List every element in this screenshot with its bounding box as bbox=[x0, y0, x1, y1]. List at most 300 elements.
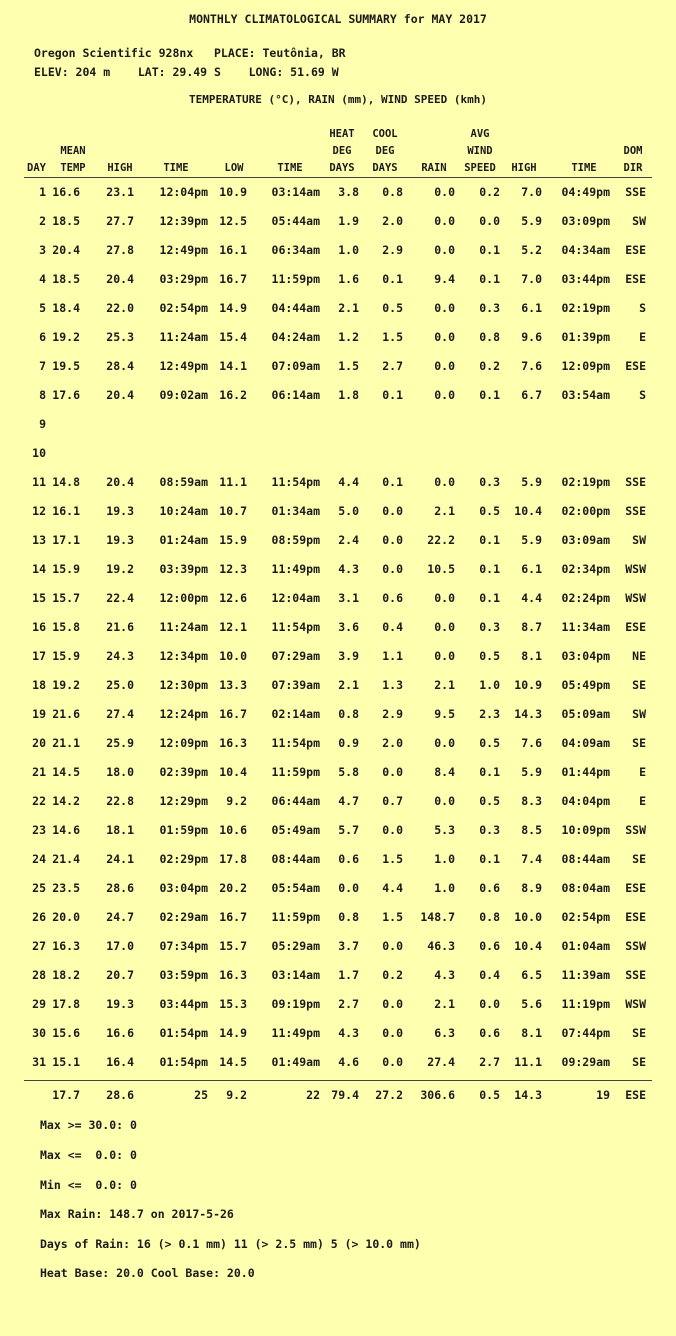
table-row bbox=[24, 236, 652, 265]
cell-high-time: 03:04pm bbox=[159, 881, 208, 895]
column-header-line: HIGH bbox=[511, 162, 537, 174]
cell-high-wind: 8.1 bbox=[521, 1026, 542, 1040]
cell-high-wind-time: 03:09pm bbox=[561, 214, 610, 228]
cell-mean-temp: 18.2 bbox=[52, 968, 80, 982]
cell-cool-deg-days: 0.0 bbox=[382, 562, 403, 576]
cell-dom-dir: S bbox=[639, 388, 646, 402]
cell-cool-deg-days: 0.0 bbox=[382, 1026, 403, 1040]
cell-high-wind: 5.9 bbox=[521, 765, 542, 779]
cell-high-wind-time: 02:19pm bbox=[561, 475, 610, 489]
cell-low-time: 11:49pm bbox=[271, 1026, 320, 1040]
cell-day: 13 bbox=[32, 533, 46, 547]
cell-heat-deg-days: 3.7 bbox=[338, 939, 359, 953]
cell-day: 10 bbox=[32, 446, 46, 460]
column-header-rain bbox=[414, 125, 454, 177]
footer-line: Min <= 0.0: 0 bbox=[40, 1178, 137, 1192]
cell-low-temp: 14.5 bbox=[219, 1055, 247, 1069]
cell-low-temp: 16.1 bbox=[219, 243, 247, 257]
cell-dom-dir: ESE bbox=[625, 359, 646, 373]
cell-dom-dir: E bbox=[639, 765, 646, 779]
cell-day: 30 bbox=[32, 1026, 46, 1040]
cell-dom-dir: ESE bbox=[625, 910, 646, 924]
table-row bbox=[24, 497, 652, 526]
cell-day: 18 bbox=[32, 678, 46, 692]
cell-rain: 0.0 bbox=[434, 591, 455, 605]
cell-day: 7 bbox=[39, 359, 46, 373]
cell-high-time: 12:30pm bbox=[159, 678, 208, 692]
cell-low-temp: 11.1 bbox=[219, 475, 247, 489]
cell-high-temp: 19.3 bbox=[106, 504, 134, 518]
cell-heat-deg-days: 0.9 bbox=[338, 736, 359, 750]
cell-heat-deg-days: 0.0 bbox=[338, 881, 359, 895]
cell-dom-dir: SSW bbox=[625, 823, 646, 837]
table-row bbox=[24, 874, 652, 903]
cell-dom-dir: SSE bbox=[625, 968, 646, 982]
cell-mean-temp: 20.4 bbox=[52, 243, 80, 257]
cell-mean-temp: 18.5 bbox=[52, 214, 80, 228]
cell-day: 9 bbox=[39, 417, 46, 431]
column-header-line: LOW bbox=[224, 162, 244, 174]
cell-dom-dir: SSE bbox=[625, 504, 646, 518]
cell-low-temp: 14.9 bbox=[219, 1026, 247, 1040]
cell-high-time: 11:24am bbox=[159, 330, 208, 344]
cell-rain: 148.7 bbox=[420, 910, 455, 924]
cell-dom-dir: SE bbox=[632, 678, 646, 692]
cell-high-wind-time: 05:49pm bbox=[561, 678, 610, 692]
cell-avg-wind-speed: 0.6 bbox=[479, 881, 500, 895]
cell-day: 28 bbox=[32, 968, 46, 982]
cell-heat-deg-days: 2.1 bbox=[338, 301, 359, 315]
cell-high-wind-time: 04:49pm bbox=[561, 185, 610, 199]
table-row bbox=[24, 990, 652, 1019]
cell-high-wind-time: 07:44pm bbox=[561, 1026, 610, 1040]
cell-rain: 0.0 bbox=[434, 185, 455, 199]
cell-high-temp: 19.3 bbox=[106, 997, 134, 1011]
column-header-line: SPEED bbox=[464, 162, 496, 174]
cell-mean-temp: 23.5 bbox=[52, 881, 80, 895]
cell-high-wind: 6.1 bbox=[521, 562, 542, 576]
cell-high-wind-time: 03:54am bbox=[561, 388, 610, 402]
cell-avg-wind-speed: 0.8 bbox=[479, 910, 500, 924]
cell-high-temp: 17.0 bbox=[106, 939, 134, 953]
cell-high-wind: 5.2 bbox=[521, 243, 542, 257]
cell-heat-deg-days: 5.7 bbox=[338, 823, 359, 837]
cell-cool-deg-days: 0.1 bbox=[382, 388, 403, 402]
cell-high-wind-time: 03:44pm bbox=[561, 272, 610, 286]
cell-high-time: 11:24am bbox=[159, 620, 208, 634]
table-row bbox=[24, 410, 652, 439]
cell-mean-temp: 17.6 bbox=[52, 388, 80, 402]
cell-day: 15 bbox=[32, 591, 46, 605]
cell-cool-deg-days: 4.4 bbox=[382, 881, 403, 895]
cell-heat-deg-days: 3.6 bbox=[338, 620, 359, 634]
cell-high-temp: 27.4 bbox=[106, 707, 134, 721]
column-header-line: TIME bbox=[163, 162, 189, 174]
table-row bbox=[24, 787, 652, 816]
cell-rain: 0.0 bbox=[434, 243, 455, 257]
column-header-high-wind bbox=[504, 125, 544, 177]
cell-day: 11 bbox=[32, 475, 46, 489]
cell-heat-deg-days: 3.9 bbox=[338, 649, 359, 663]
cell-low-time: 11:59pm bbox=[271, 910, 320, 924]
cell-rain: 2.1 bbox=[434, 678, 455, 692]
column-header-heat-deg-days bbox=[324, 125, 360, 177]
cell-heat-deg-days: 4.6 bbox=[338, 1055, 359, 1069]
cell-low-temp: 9.2 bbox=[226, 794, 247, 808]
cell-low-temp: 15.9 bbox=[219, 533, 247, 547]
cell-avg-wind-speed: 0.1 bbox=[479, 272, 500, 286]
column-header-line: HIGH bbox=[107, 162, 133, 174]
cell-mean-temp: 21.6 bbox=[52, 707, 80, 721]
cell-heat-deg-days: 1.7 bbox=[338, 968, 359, 982]
cell-cool-deg-days: 0.0 bbox=[382, 939, 403, 953]
cell-high-time: 01:54pm bbox=[159, 1055, 208, 1069]
units-line: TEMPERATURE (°C), RAIN (mm), WIND SPEED (kmh) bbox=[188, 93, 487, 106]
cell-cool-deg-days: 1.5 bbox=[382, 852, 403, 866]
cell-low-time: 01:34am bbox=[271, 504, 320, 518]
column-header-line: WIND bbox=[467, 145, 493, 157]
footer-line: Days of Rain: 16 (> 0.1 mm) 11 (> 2.5 mm) 5 (> 10.0 mm) bbox=[40, 1237, 421, 1251]
cell-mean-temp: 15.6 bbox=[52, 1026, 80, 1040]
cell-high-temp: 28.6 bbox=[106, 881, 134, 895]
column-header-line: AVG bbox=[470, 128, 490, 140]
cell-avg-wind-speed: 0.1 bbox=[479, 591, 500, 605]
cell-heat-deg-days: 0.8 bbox=[338, 910, 359, 924]
cell-avg-wind-speed: 0.1 bbox=[479, 765, 500, 779]
cell-high-time: 07:34pm bbox=[159, 939, 208, 953]
table-row bbox=[24, 845, 652, 874]
cell-low-time: 07:09am bbox=[271, 359, 320, 373]
column-header-line: RAIN bbox=[421, 162, 447, 174]
cell-high-time: 12:24pm bbox=[159, 707, 208, 721]
cell-heat-deg-days: 1.5 bbox=[338, 359, 359, 373]
table-row bbox=[24, 671, 652, 700]
table-row bbox=[24, 555, 652, 584]
column-header-line: DEG bbox=[332, 145, 352, 157]
cell-cool-deg-days: 0.0 bbox=[382, 997, 403, 1011]
cell-cool-deg-days: 0.1 bbox=[382, 475, 403, 489]
cell-heat-deg-days: 2.7 bbox=[338, 997, 359, 1011]
cell-cool-deg-days: 2.0 bbox=[382, 736, 403, 750]
cell-heat-deg-days: 79.4 bbox=[331, 1088, 359, 1102]
cell-cool-deg-days: 0.4 bbox=[382, 620, 403, 634]
cell-avg-wind-speed: 0.3 bbox=[479, 823, 500, 837]
cell-rain: 0.0 bbox=[434, 359, 455, 373]
cell-low-time: 05:54am bbox=[271, 881, 320, 895]
cell-cool-deg-days: 0.0 bbox=[382, 533, 403, 547]
cell-high-temp: 19.3 bbox=[106, 533, 134, 547]
cell-low-temp: 10.6 bbox=[219, 823, 247, 837]
cell-low-time: 08:44am bbox=[271, 852, 320, 866]
column-header-line: DAYS bbox=[329, 162, 355, 174]
cell-avg-wind-speed: 0.5 bbox=[479, 1088, 500, 1102]
cell-high-wind: 4.4 bbox=[521, 591, 542, 605]
cell-day: 27 bbox=[32, 939, 46, 953]
cell-rain: 0.0 bbox=[434, 301, 455, 315]
cell-low-temp: 10.9 bbox=[219, 185, 247, 199]
cell-low-time: 11:54pm bbox=[271, 736, 320, 750]
column-header-line: TEMP bbox=[60, 162, 86, 174]
table-row bbox=[24, 265, 652, 294]
cell-low-temp: 10.4 bbox=[219, 765, 247, 779]
cell-mean-temp: 15.9 bbox=[52, 649, 80, 663]
cell-mean-temp: 16.3 bbox=[52, 939, 80, 953]
cell-high-temp: 18.1 bbox=[106, 823, 134, 837]
cell-low-time: 11:59pm bbox=[271, 765, 320, 779]
table-row bbox=[24, 178, 652, 207]
cell-cool-deg-days: 0.0 bbox=[382, 765, 403, 779]
cell-heat-deg-days: 1.0 bbox=[338, 243, 359, 257]
cell-high-wind: 11.1 bbox=[514, 1055, 542, 1069]
cell-low-time: 06:34am bbox=[271, 243, 320, 257]
cell-rain: 0.0 bbox=[434, 794, 455, 808]
cell-cool-deg-days: 0.8 bbox=[382, 185, 403, 199]
cell-avg-wind-speed: 0.2 bbox=[479, 359, 500, 373]
cell-day: 24 bbox=[32, 852, 46, 866]
cell-high-temp: 25.9 bbox=[106, 736, 134, 750]
cell-mean-temp: 18.5 bbox=[52, 272, 80, 286]
cell-avg-wind-speed: 0.5 bbox=[479, 736, 500, 750]
cell-high-wind-time: 01:44pm bbox=[561, 765, 610, 779]
column-header-low-temp bbox=[219, 125, 249, 177]
cell-high-wind-time: 08:04am bbox=[561, 881, 610, 895]
cell-high-temp: 22.0 bbox=[106, 301, 134, 315]
column-header-line: COOL bbox=[372, 128, 398, 140]
cell-cool-deg-days: 1.5 bbox=[382, 910, 403, 924]
cell-avg-wind-speed: 0.0 bbox=[479, 214, 500, 228]
table-header bbox=[24, 125, 652, 178]
summary-table bbox=[24, 125, 652, 1110]
cell-low-time: 09:19pm bbox=[271, 997, 320, 1011]
cell-cool-deg-days: 1.5 bbox=[382, 330, 403, 344]
cell-day: 2 bbox=[39, 214, 46, 228]
cell-mean-temp: 17.7 bbox=[52, 1088, 80, 1102]
cell-high-time: 09:02am bbox=[159, 388, 208, 402]
cell-heat-deg-days: 2.1 bbox=[338, 678, 359, 692]
cell-avg-wind-speed: 2.7 bbox=[479, 1055, 500, 1069]
cell-high-wind: 6.7 bbox=[521, 388, 542, 402]
cell-cool-deg-days: 0.0 bbox=[382, 823, 403, 837]
cell-cool-deg-days: 2.0 bbox=[382, 214, 403, 228]
cell-mean-temp: 19.5 bbox=[52, 359, 80, 373]
table-row bbox=[24, 961, 652, 990]
column-header-line: HEAT bbox=[329, 128, 355, 140]
cell-avg-wind-speed: 0.1 bbox=[479, 243, 500, 257]
table-row bbox=[24, 932, 652, 961]
cell-high-time: 12:39pm bbox=[159, 214, 208, 228]
cell-rain: 5.3 bbox=[434, 823, 455, 837]
cell-low-time: 07:39am bbox=[271, 678, 320, 692]
cell-high-wind: 5.6 bbox=[521, 997, 542, 1011]
cell-low-time: 11:54pm bbox=[271, 620, 320, 634]
cell-high-wind: 6.1 bbox=[521, 301, 542, 315]
table-row bbox=[24, 1048, 652, 1077]
cell-cool-deg-days: 2.9 bbox=[382, 707, 403, 721]
cell-low-time: 03:14am bbox=[271, 968, 320, 982]
cell-dom-dir: ESE bbox=[625, 272, 646, 286]
cell-high-temp: 20.7 bbox=[106, 968, 134, 982]
cell-low-time: 06:14am bbox=[271, 388, 320, 402]
cell-high-wind-time: 04:34am bbox=[561, 243, 610, 257]
column-header-high-wind-time bbox=[560, 125, 608, 177]
report-title: MONTHLY CLIMATOLOGICAL SUMMARY for MAY 2017 bbox=[189, 12, 487, 26]
cell-high-wind-time: 02:19pm bbox=[561, 301, 610, 315]
cell-rain: 10.5 bbox=[427, 562, 455, 576]
cell-mean-temp: 17.1 bbox=[52, 533, 80, 547]
cell-high-temp: 25.3 bbox=[106, 330, 134, 344]
cell-low-temp: 16.2 bbox=[219, 388, 247, 402]
cell-high-wind: 10.4 bbox=[514, 504, 542, 518]
cell-high-time: 03:29pm bbox=[159, 272, 208, 286]
cell-low-temp: 16.7 bbox=[219, 707, 247, 721]
cell-high-temp: 24.7 bbox=[106, 910, 134, 924]
cell-rain: 1.0 bbox=[434, 881, 455, 895]
cell-high-temp: 20.4 bbox=[106, 475, 134, 489]
cell-avg-wind-speed: 0.5 bbox=[479, 794, 500, 808]
cell-day: 17 bbox=[32, 649, 46, 663]
column-header-line: DEG bbox=[375, 145, 395, 157]
cell-rain: 1.0 bbox=[434, 852, 455, 866]
cell-high-time: 02:29am bbox=[159, 910, 208, 924]
cell-low-temp: 15.3 bbox=[219, 997, 247, 1011]
column-header-high-time bbox=[154, 125, 198, 177]
cell-avg-wind-speed: 0.8 bbox=[479, 330, 500, 344]
cell-rain: 0.0 bbox=[434, 214, 455, 228]
cell-cool-deg-days: 0.1 bbox=[382, 272, 403, 286]
cell-dom-dir: SSW bbox=[625, 939, 646, 953]
cell-high-temp: 24.1 bbox=[106, 852, 134, 866]
cell-high-wind: 8.7 bbox=[521, 620, 542, 634]
cell-high-wind-time: 04:09am bbox=[561, 736, 610, 750]
cell-day: 20 bbox=[32, 736, 46, 750]
cell-high-wind: 10.0 bbox=[514, 910, 542, 924]
location-line: ELEV: 204 m LAT: 29.49 S LONG: 51.69 W bbox=[34, 65, 339, 79]
cell-low-time: 04:44am bbox=[271, 301, 320, 315]
cell-heat-deg-days: 1.2 bbox=[338, 330, 359, 344]
cell-high-time: 12:34pm bbox=[159, 649, 208, 663]
cell-high-wind-time: 04:04pm bbox=[561, 794, 610, 808]
cell-cool-deg-days: 1.1 bbox=[382, 649, 403, 663]
cell-dom-dir: SSE bbox=[625, 185, 646, 199]
cell-dom-dir: SE bbox=[632, 736, 646, 750]
cell-mean-temp: 14.6 bbox=[52, 823, 80, 837]
cell-high-time: 02:54pm bbox=[159, 301, 208, 315]
cell-high-time: 01:24am bbox=[159, 533, 208, 547]
cell-heat-deg-days: 3.1 bbox=[338, 591, 359, 605]
cell-mean-temp: 18.4 bbox=[52, 301, 80, 315]
cell-low-temp: 12.3 bbox=[219, 562, 247, 576]
cell-avg-wind-speed: 2.3 bbox=[479, 707, 500, 721]
cell-day: 6 bbox=[39, 330, 46, 344]
cell-avg-wind-speed: 0.0 bbox=[479, 997, 500, 1011]
cell-high-time: 03:59pm bbox=[159, 968, 208, 982]
cell-dom-dir: ESE bbox=[625, 620, 646, 634]
cell-low-time: 11:49pm bbox=[271, 562, 320, 576]
cell-high-wind-time: 12:09pm bbox=[561, 359, 610, 373]
cell-high-time: 01:54pm bbox=[159, 1026, 208, 1040]
table-row bbox=[24, 468, 652, 497]
cell-dom-dir: E bbox=[639, 794, 646, 808]
cell-rain: 8.4 bbox=[434, 765, 455, 779]
table-body bbox=[24, 178, 652, 1077]
cell-cool-deg-days: 0.6 bbox=[382, 591, 403, 605]
cell-dom-dir: WSW bbox=[625, 997, 646, 1011]
cell-low-time: 07:29am bbox=[271, 649, 320, 663]
cell-avg-wind-speed: 0.1 bbox=[479, 852, 500, 866]
cell-high-wind-time: 01:04am bbox=[561, 939, 610, 953]
cell-day: 25 bbox=[32, 881, 46, 895]
cell-dom-dir: S bbox=[639, 301, 646, 315]
cell-cool-deg-days: 0.0 bbox=[382, 504, 403, 518]
cell-mean-temp: 14.5 bbox=[52, 765, 80, 779]
cell-high-wind: 7.6 bbox=[521, 359, 542, 373]
table-row bbox=[24, 758, 652, 787]
table-row bbox=[24, 526, 652, 555]
cell-cool-deg-days: 2.9 bbox=[382, 243, 403, 257]
cell-rain: 4.3 bbox=[434, 968, 455, 982]
cell-low-temp: 16.7 bbox=[219, 272, 247, 286]
column-header-line: TIME bbox=[277, 162, 303, 174]
cell-low-time: 05:44am bbox=[271, 214, 320, 228]
cell-rain: 0.0 bbox=[434, 388, 455, 402]
cell-mean-temp: 15.9 bbox=[52, 562, 80, 576]
table-row bbox=[24, 352, 652, 381]
cell-heat-deg-days: 0.8 bbox=[338, 707, 359, 721]
cell-low-temp: 9.2 bbox=[226, 1088, 247, 1102]
cell-high-time: 12:49pm bbox=[159, 243, 208, 257]
footer-line: Heat Base: 20.0 Cool Base: 20.0 bbox=[40, 1266, 255, 1280]
cell-low-temp: 17.8 bbox=[219, 852, 247, 866]
cell-high-time: 12:09pm bbox=[159, 736, 208, 750]
cell-rain: 2.1 bbox=[434, 504, 455, 518]
cell-avg-wind-speed: 0.4 bbox=[479, 968, 500, 982]
cell-high-time: 12:49pm bbox=[159, 359, 208, 373]
cell-dom-dir: ESE bbox=[625, 881, 646, 895]
cell-heat-deg-days: 1.9 bbox=[338, 214, 359, 228]
cell-high-time: 03:44pm bbox=[159, 997, 208, 1011]
table-row bbox=[24, 700, 652, 729]
cell-low-temp: 14.9 bbox=[219, 301, 247, 315]
column-header-dom-dir bbox=[618, 125, 648, 177]
column-header-line: DAYS bbox=[372, 162, 398, 174]
cell-rain: 22.2 bbox=[427, 533, 455, 547]
cell-rain: 0.0 bbox=[434, 736, 455, 750]
column-header-line: DOM bbox=[623, 145, 643, 157]
cell-avg-wind-speed: 0.6 bbox=[479, 939, 500, 953]
cell-low-time: 08:59pm bbox=[271, 533, 320, 547]
cell-high-temp: 22.8 bbox=[106, 794, 134, 808]
cell-high-wind: 8.1 bbox=[521, 649, 542, 663]
cell-high-time: 01:59pm bbox=[159, 823, 208, 837]
cell-high-time: 10:24am bbox=[159, 504, 208, 518]
cell-mean-temp: 21.1 bbox=[52, 736, 80, 750]
cell-day: 23 bbox=[32, 823, 46, 837]
cell-rain: 0.0 bbox=[434, 475, 455, 489]
cell-cool-deg-days: 0.2 bbox=[382, 968, 403, 982]
cell-mean-temp: 17.8 bbox=[52, 997, 80, 1011]
cell-high-wind-time: 08:44am bbox=[561, 852, 610, 866]
cell-avg-wind-speed: 0.1 bbox=[479, 533, 500, 547]
cell-high-wind: 14.3 bbox=[514, 1088, 542, 1102]
cell-day: 8 bbox=[39, 388, 46, 402]
cell-high-wind-time: 09:29am bbox=[561, 1055, 610, 1069]
cell-low-time: 05:29am bbox=[271, 939, 320, 953]
cell-low-temp: 15.7 bbox=[219, 939, 247, 953]
cell-rain: 0.0 bbox=[434, 330, 455, 344]
cell-heat-deg-days: 5.0 bbox=[338, 504, 359, 518]
footer-line: Max Rain: 148.7 on 2017-5-26 bbox=[40, 1207, 234, 1221]
cell-heat-deg-days: 4.3 bbox=[338, 1026, 359, 1040]
